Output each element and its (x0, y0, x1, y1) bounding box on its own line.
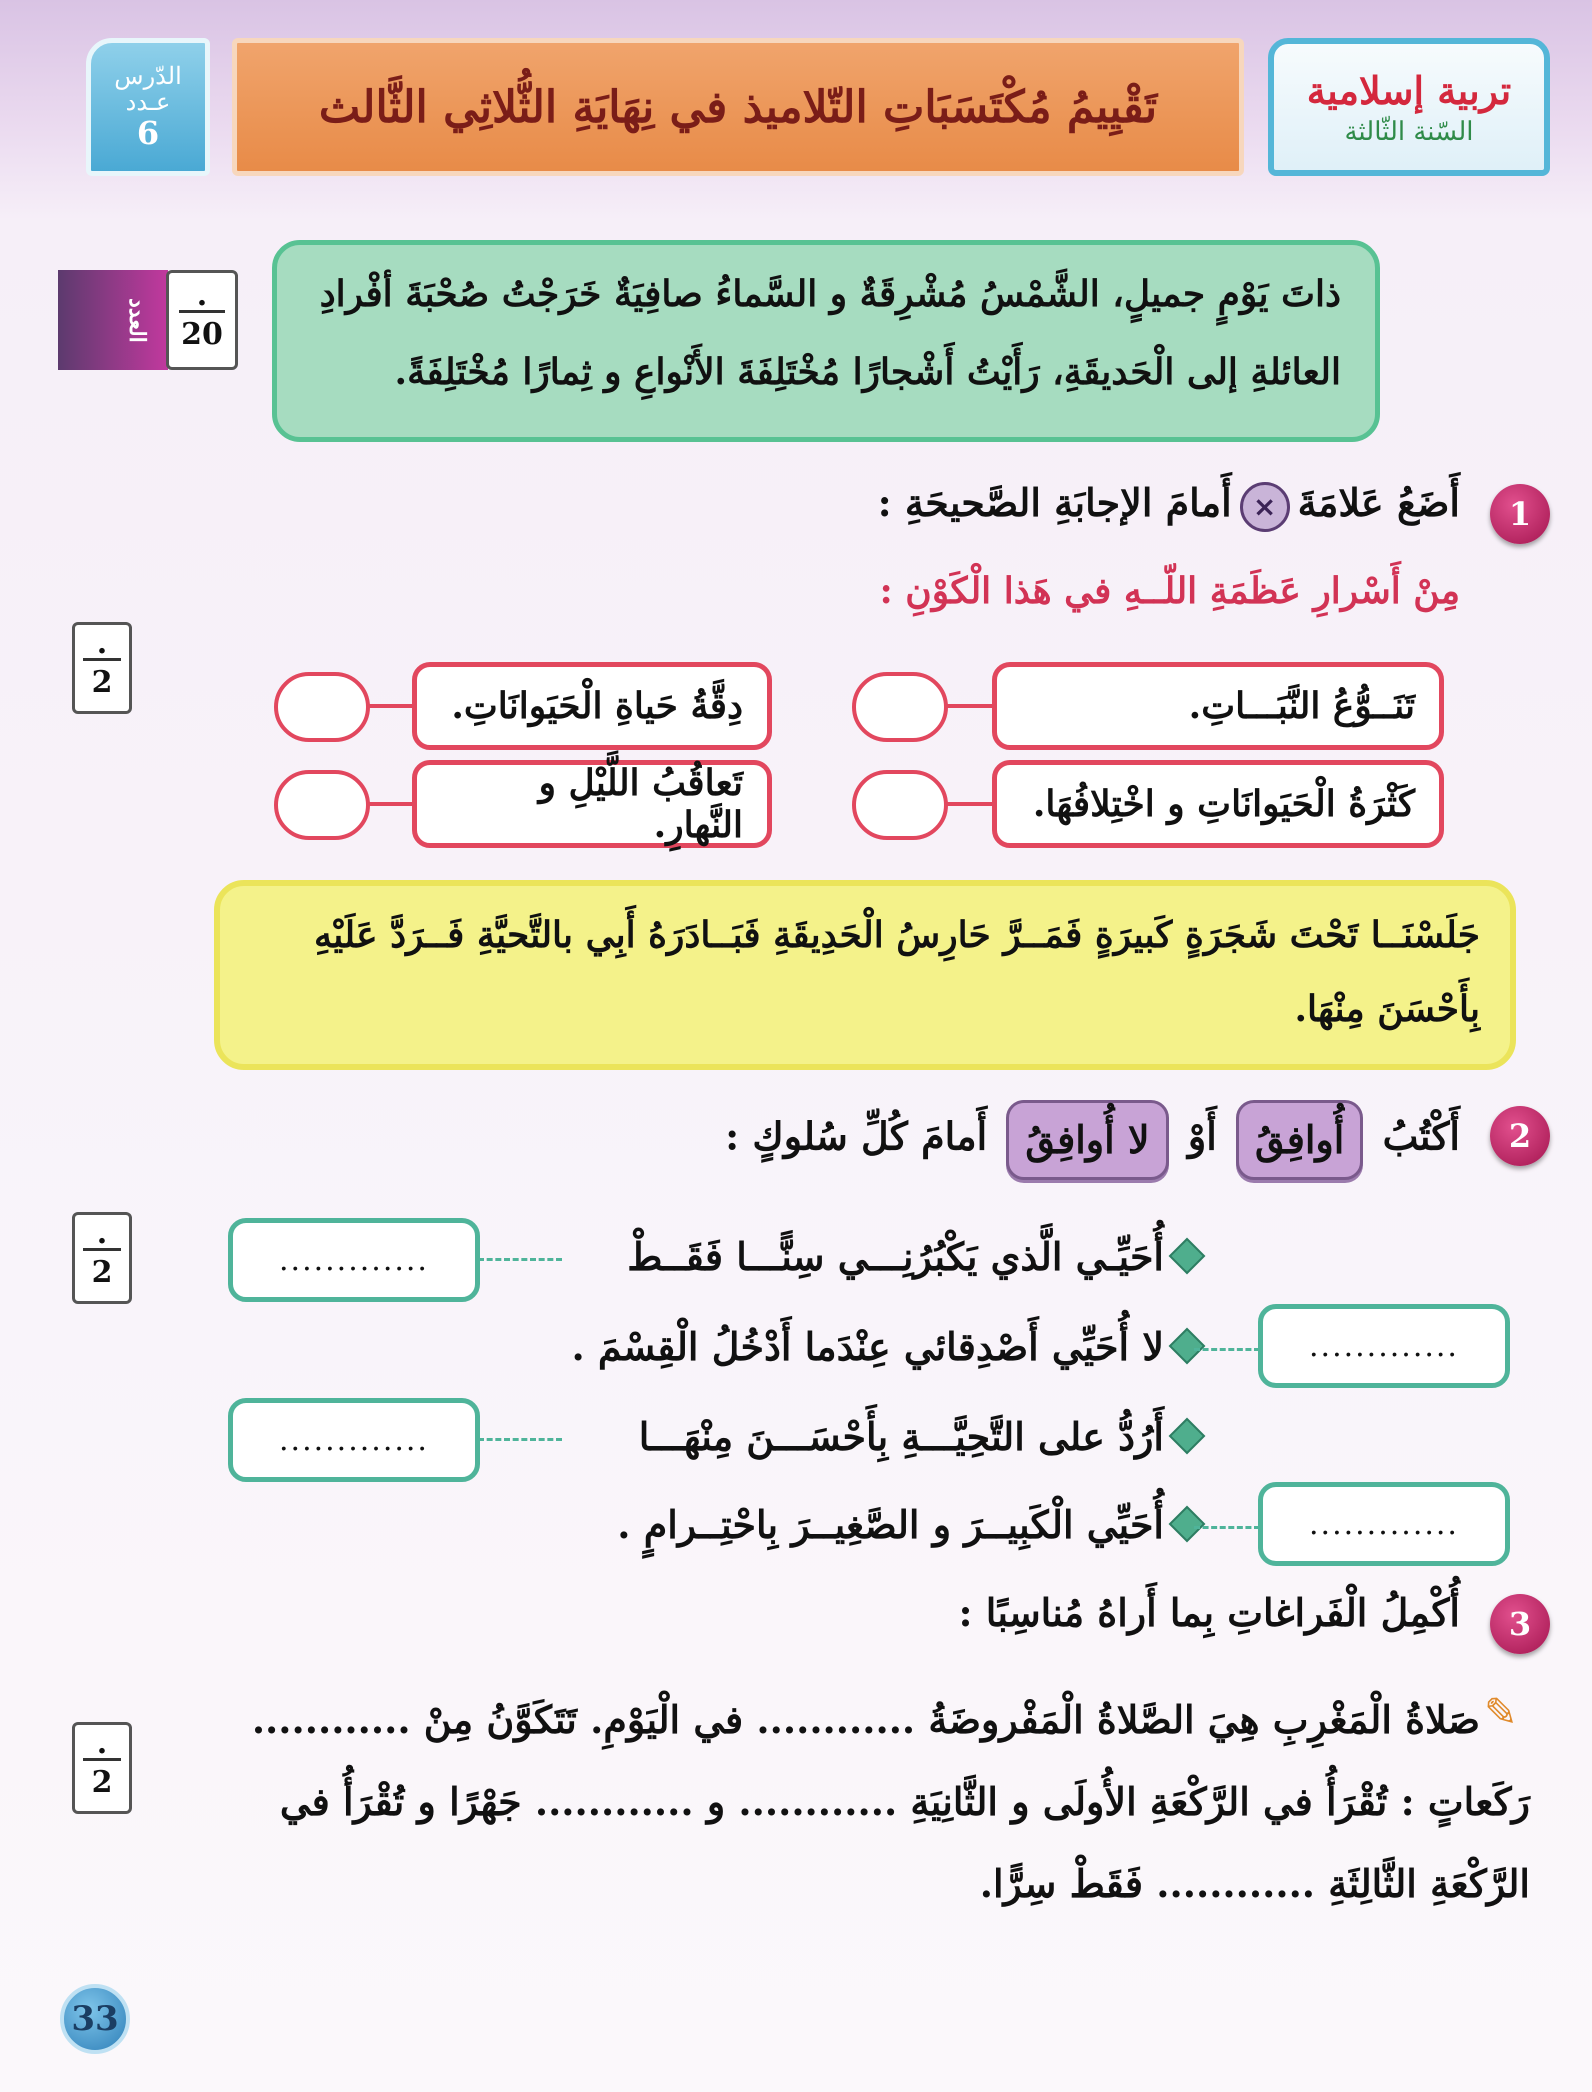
subject-badge (1268, 38, 1550, 176)
disagree-chip: لا أُوافِقُ (1006, 1100, 1168, 1180)
score-dot: . (96, 626, 108, 661)
score-bar (179, 310, 225, 313)
behaviour-3-answer[interactable]: ............. (228, 1398, 480, 1482)
flower-bullet-icon (1169, 1506, 1206, 1543)
question-3-number: 3 (1490, 1594, 1550, 1654)
question-2-prompt (640, 1100, 1460, 1170)
behaviour-item (560, 1316, 1200, 1376)
story-passage: ذاتَ يَوْمٍ جميلٍ، الشَّمْسُ مُشْرِقَةٌ و السَّماءُ صافِيَةٌ خَرَجْتُ صُحْبَةَ أفْرادِ العائلةِ إلى الْحَديقَةِ، رَأَيْتُ أَشْجارًا مُخْتَلِفَةَ الأَنْواعِ و ثِمارًا مُخْتَلِفَةً. (272, 240, 1380, 442)
score-bar (83, 658, 121, 661)
q2-score-box (72, 1212, 132, 1304)
behaviour-item (560, 1494, 1200, 1554)
answer-cloud-plant-diversity[interactable] (852, 672, 948, 742)
answer-cloud-animal-abundance[interactable] (852, 770, 948, 840)
option-animal-life[interactable]: دِقَّةُ حَياةِ الْحَيَوانَاتِ. (412, 662, 772, 750)
behaviour-text: أُحَيِّي الْكَبِيــرَ و الصَّغِيــرَ بِاحْتِــرامٍ . (617, 1501, 1164, 1547)
question-1-subprompt: مِنْ أَسْرارِ عَظَمَةِ اللّــهِ في هَذا الْكَوْنِ : (879, 570, 1460, 612)
flower-bullet-icon (1169, 1418, 1206, 1455)
fill-line-1[interactable]: صَلاةُ الْمَغْرِبِ هِيَ الصَّلاةُ الْمَفْروضَةُ ............ في الْيَوْمِ. تَتَكَوَّنُ مِنْ ............ (251, 1697, 1480, 1742)
lesson-label: الدّرس (114, 62, 182, 91)
question-1-number: 1 (1490, 484, 1550, 544)
question-2-number: 2 (1490, 1106, 1550, 1166)
option-connector (946, 802, 994, 806)
score-dot: . (96, 1216, 108, 1251)
option-day-night[interactable]: تَعاقُبُ اللَّيْلِ و النَّهارِ. (412, 760, 772, 848)
option-connector (368, 704, 414, 708)
question-3-prompt: أُكْمِلُ الْفَراغاتِ بِما أَراهُ مُناسِبًا : (958, 1590, 1460, 1635)
q2-score-denominator: 2 (91, 1255, 113, 1290)
behaviour-text: لا أُحَيِّي أَصْدِقائي عِنْدَما أَدْخُلُ الْقِسْمَ . (571, 1323, 1164, 1369)
behaviour-2-answer[interactable]: ............. (1258, 1304, 1510, 1388)
score-bar (83, 1248, 121, 1251)
grade-label: السّنة الثّالثة (1344, 116, 1474, 147)
answer-connector (478, 1438, 562, 1441)
subject-title: تربية إسلامية (1306, 67, 1512, 113)
q3-score-denominator: 2 (91, 1765, 113, 1800)
fill-line-3[interactable]: الرَّكْعَةِ الثَّالِثَةِ ............ فَقَطْ سِرًّا. (979, 1861, 1530, 1906)
total-score-box (166, 270, 238, 370)
total-score-denominator: 20 (181, 317, 223, 352)
behaviour-item (560, 1406, 1200, 1466)
answer-cloud-day-night[interactable] (274, 770, 370, 840)
option-plant-diversity[interactable]: تَنَــوُّعُ النَّبَـــاتِ. (992, 662, 1444, 750)
behaviour-4-answer[interactable]: ............. (1258, 1482, 1510, 1566)
answer-connector (1194, 1526, 1260, 1529)
pencil-icon: ✎ (1484, 1690, 1518, 1736)
question-1-prompt (700, 480, 1460, 540)
option-connector (368, 802, 414, 806)
garden-passage: جَلَسْنَــا تَحْتَ شَجَرَةٍ كَبيرَةٍ فَمَــرَّ حَارِسُ الْحَدِيقَةِ فَبَــادَرَهُ أَبِي بالتَّحيَّةِ فَــرَدَّ عَلَيْهِ بِأَحْسَنَ مِنْهَا. (214, 880, 1516, 1070)
lesson-number: 6 (136, 113, 160, 152)
cross-mark-icon: × (1240, 482, 1290, 532)
number-label: عـدد (125, 88, 171, 117)
behaviour-item (560, 1226, 1200, 1286)
behaviour-1-answer[interactable]: ............. (228, 1218, 480, 1302)
fill-line-2[interactable]: رَكَعاتٍ : تُقْرَأُ في الرَّكْعَةِ الأُولَى و الثَّانِيَةِ ............ و ............ جَهْرًا و تُقْرَأُ في (279, 1779, 1530, 1824)
answer-cloud-animal-life[interactable] (274, 672, 370, 742)
q1-prompt-before: أَضَعُ عَلامَةَ (1297, 480, 1460, 525)
answer-connector (1194, 1348, 1260, 1351)
q2-or: أَوْ (1187, 1113, 1217, 1159)
q1-score-box (72, 622, 132, 714)
behaviour-text: أُحَيِّـي الَّذي يَكْبُرُنِـــي سِنًّـــا فَقَــطْ (627, 1233, 1164, 1279)
q2-prompt-end: أَمامَ كُلِّ سُلوكٍ : (725, 1113, 988, 1159)
page-number: 33 (60, 1984, 130, 2054)
total-score-label: العدد (124, 297, 150, 343)
q1-prompt-after: أَمامَ الإجابَةِ الصَّحيحَةِ : (877, 480, 1232, 525)
page-title: تَقْيِيمُ مُكْتَسَبَاتِ التّلاميذ في نِهَايَةِ الثُّلاثِي الثَّالث (318, 81, 1158, 133)
behaviour-text: أَرُدُّ على التَّحِيَّـــةِ بِأَحْسَـــنَ مِنْهَـــا (638, 1413, 1164, 1459)
score-dot: . (196, 278, 208, 313)
q1-score-denominator: 2 (91, 665, 113, 700)
q2-write: أَكْتُبُ (1382, 1113, 1460, 1159)
agree-chip: أُوافِقُ (1236, 1100, 1363, 1180)
answer-connector (478, 1258, 562, 1261)
option-animal-abundance[interactable]: كَثْرَةُ الْحَيَوانَاتِ و اخْتِلافُهَا. (992, 760, 1444, 848)
option-connector (946, 704, 994, 708)
flower-bullet-icon (1169, 1238, 1206, 1275)
page-title-banner (232, 38, 1244, 176)
flower-bullet-icon (1169, 1328, 1206, 1365)
lesson-badge (86, 38, 210, 176)
score-bar (83, 1758, 121, 1761)
q3-score-box (72, 1722, 132, 1814)
score-dot: . (96, 1726, 108, 1761)
